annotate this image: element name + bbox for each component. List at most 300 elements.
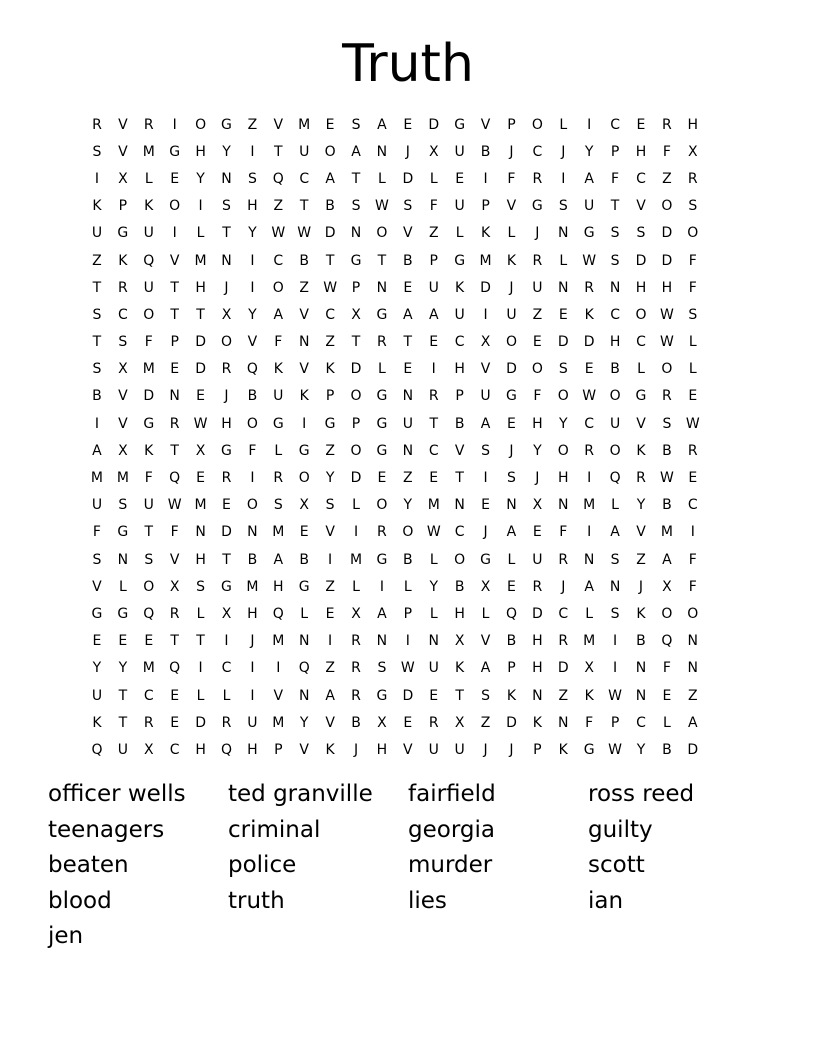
grid-row	[84, 301, 732, 328]
grid-letter: S	[507, 470, 516, 487]
grid-letter: X	[351, 306, 361, 323]
grid-letter: I	[587, 524, 592, 541]
grid-letter: X	[454, 714, 465, 731]
grid-letter: N	[350, 225, 362, 242]
grid-letter: J	[535, 470, 540, 487]
grid-letter: U	[532, 279, 543, 296]
grid-letter: X	[532, 497, 543, 514]
grid-row	[84, 193, 732, 220]
grid-letter: G	[376, 687, 388, 704]
grid-letter: V	[118, 116, 128, 133]
grid-letter: C	[636, 714, 646, 731]
grid-letter: F	[611, 170, 620, 187]
grid-letter: R	[377, 334, 387, 351]
grid-letter: S	[558, 361, 568, 378]
grid-letter: V	[299, 361, 309, 378]
grid-letter: W	[271, 225, 286, 242]
grid-letter: N	[195, 524, 206, 541]
grid-letter: R	[351, 687, 361, 704]
grid-letter: N	[558, 714, 569, 731]
grid-letter: W	[659, 306, 674, 323]
grid-letter: E	[403, 279, 413, 296]
grid-letter: E	[429, 334, 439, 351]
grid-letter: G	[480, 551, 491, 568]
grid-letter: K	[480, 225, 491, 242]
grid-letter: F	[429, 198, 438, 215]
grid-letter: V	[636, 524, 646, 541]
grid-letter: C	[117, 306, 128, 323]
grid-letter: S	[273, 497, 283, 514]
grid-letter: X	[118, 442, 128, 459]
grid-letter: K	[636, 605, 646, 622]
grid-letter: K	[506, 252, 517, 269]
grid-letter: J	[509, 442, 514, 459]
grid-letter: B	[92, 388, 102, 405]
grid-letter: W	[608, 687, 622, 704]
grid-letter: E	[558, 306, 568, 323]
grid-letter: Z	[558, 687, 569, 704]
grid-letter: V	[454, 442, 465, 459]
grid-letter: G	[583, 225, 595, 242]
grid-letter: H	[195, 741, 206, 758]
grid-letter: H	[247, 605, 258, 622]
grid-letter: H	[635, 143, 647, 160]
grid-letter: A	[351, 143, 361, 160]
grid-letter: H	[532, 633, 543, 650]
grid-letter: F	[274, 334, 283, 351]
grid-letter: N	[506, 497, 517, 514]
grid-letter: N	[558, 225, 569, 242]
grid-letter: M	[142, 143, 155, 160]
grid-letter: M	[142, 660, 155, 677]
grid-letter: G	[583, 741, 595, 758]
grid-letter: R	[221, 714, 232, 731]
grid-letter: M	[583, 633, 596, 650]
grid-letter: V	[118, 388, 128, 405]
grid-letter: V	[299, 741, 309, 758]
grid-letter: X	[377, 714, 387, 731]
grid-letter: I	[587, 470, 592, 487]
grid-letter: U	[247, 714, 258, 731]
grid-letter: O	[505, 334, 517, 351]
grid-letter: J	[509, 143, 514, 160]
grid-letter: V	[118, 143, 128, 160]
grid-letter: L	[585, 605, 594, 622]
word-bank-item: teenagers	[48, 816, 165, 843]
grid-letter: T	[118, 714, 128, 731]
grid-letter: D	[195, 714, 206, 731]
grid-letter: T	[351, 170, 361, 187]
grid-letter: Y	[558, 415, 568, 432]
grid-letter: Q	[298, 660, 310, 677]
grid-letter: E	[170, 361, 180, 378]
grid-letter: Z	[299, 279, 309, 296]
grid-letter: T	[92, 279, 102, 296]
grid-letter: C	[584, 415, 595, 432]
grid-letter: E	[662, 687, 672, 704]
word-bank-item: beaten	[48, 852, 129, 878]
grid-letter: C	[610, 306, 620, 323]
grid-letter: H	[558, 470, 569, 487]
page-title: Truth	[342, 34, 474, 94]
grid-letter: K	[299, 388, 309, 405]
grid-letter: B	[403, 252, 413, 269]
grid-letter: C	[454, 334, 465, 351]
grid-letter: T	[274, 143, 283, 160]
grid-letter: M	[272, 633, 285, 650]
grid-letter: H	[195, 279, 206, 296]
grid-letter: N	[635, 660, 647, 677]
grid-letter: O	[609, 442, 621, 459]
grid-letter: T	[351, 334, 361, 351]
grid-letter: G	[635, 388, 647, 405]
grid-letter: E	[532, 524, 542, 541]
grid-letter: I	[198, 660, 203, 677]
grid-letter: O	[687, 605, 699, 622]
grid-letter: O	[376, 497, 388, 514]
grid-letter: R	[169, 605, 180, 622]
grid-letter: R	[662, 116, 672, 133]
grid-letter: V	[273, 116, 284, 133]
grid-letter: E	[222, 497, 231, 514]
grid-letter: J	[483, 524, 488, 541]
grid-letter: K	[455, 279, 465, 296]
grid-letter: O	[661, 361, 673, 378]
grid-letter: J	[405, 143, 410, 160]
grid-letter: A	[403, 306, 413, 323]
grid-letter: N	[376, 143, 388, 160]
grid-letter: Z	[247, 116, 258, 133]
grid-letter: Z	[403, 470, 413, 487]
grid-letter: B	[662, 442, 672, 459]
grid-letter: H	[635, 279, 647, 296]
grid-letter: T	[170, 306, 179, 323]
grid-letter: B	[662, 741, 672, 758]
grid-letter: T	[222, 551, 231, 568]
grid-letter: H	[532, 415, 543, 432]
grid-letter: U	[402, 415, 413, 432]
grid-letter: F	[688, 578, 697, 595]
grid-letter: Y	[533, 442, 542, 459]
word-bank-item: lies	[408, 887, 447, 914]
grid-letter: I	[690, 524, 695, 541]
grid-letter: O	[350, 442, 362, 459]
grid-letter: N	[376, 633, 388, 650]
grid-letter: X	[428, 143, 439, 160]
grid-letter: P	[325, 388, 335, 405]
grid-row	[84, 274, 732, 301]
grid-letter: B	[480, 143, 491, 160]
grid-letter: S	[92, 143, 102, 160]
grid-letter: K	[584, 306, 594, 323]
grid-letter: K	[636, 442, 646, 459]
grid-letter: G	[117, 605, 129, 622]
grid-letter: P	[429, 252, 438, 269]
grid-letter: X	[221, 306, 232, 323]
grid-letter: O	[454, 551, 466, 568]
grid-letter: R	[221, 361, 232, 378]
grid-letter: S	[325, 497, 335, 514]
grid-letter: W	[659, 470, 674, 487]
grid-letter: E	[429, 687, 439, 704]
grid-letter: S	[247, 170, 257, 187]
grid-letter: Z	[428, 225, 439, 242]
grid-letter: S	[481, 442, 490, 459]
grid-letter: Y	[248, 306, 257, 323]
grid-letter: U	[273, 388, 284, 405]
grid-letter: E	[403, 116, 413, 133]
grid-letter: R	[662, 388, 672, 405]
grid-letter: M	[583, 497, 596, 514]
grid-letter: R	[92, 116, 102, 133]
grid-letter: V	[325, 714, 335, 731]
word-bank-item: scott	[588, 852, 645, 878]
grid-letter: Z	[273, 198, 284, 215]
grid-letter: P	[274, 741, 283, 758]
grid-letter: I	[172, 225, 177, 242]
grid-letter: L	[196, 687, 205, 704]
grid-letter: C	[169, 741, 180, 758]
grid-letter: E	[636, 116, 646, 133]
grid-row	[84, 519, 732, 546]
grid-letter: V	[636, 415, 646, 432]
grid-letter: A	[610, 524, 620, 541]
grid-letter: Z	[325, 578, 335, 595]
grid-letter: G	[117, 524, 129, 541]
grid-letter: G	[221, 116, 232, 133]
grid-letter: E	[325, 116, 335, 133]
grid-letter: U	[428, 741, 439, 758]
grid-letter: G	[143, 415, 155, 432]
grid-letter: B	[454, 578, 465, 595]
grid-letter: L	[611, 497, 619, 514]
grid-letter: U	[428, 279, 439, 296]
grid-letter: V	[506, 198, 517, 215]
grid-letter: E	[688, 470, 698, 487]
grid-letter: N	[247, 524, 258, 541]
grid-letter: H	[532, 660, 543, 677]
grid-letter: H	[609, 334, 621, 351]
grid-letter: O	[220, 334, 232, 351]
grid-letter: L	[688, 361, 697, 378]
grid-letter: G	[454, 252, 466, 269]
grid-letter: T	[377, 252, 387, 269]
grid-letter: C	[325, 306, 335, 323]
grid-letter: K	[144, 198, 154, 215]
grid-letter: U	[609, 415, 621, 432]
grid-row	[84, 682, 732, 709]
grid-letter: O	[246, 415, 258, 432]
grid-row	[84, 628, 732, 655]
grid-letter: O	[557, 442, 569, 459]
grid-letter: G	[169, 143, 181, 160]
grid-letter: O	[402, 524, 414, 541]
grid-letter: I	[250, 660, 255, 677]
grid-letter: R	[143, 714, 154, 731]
grid-letter: I	[483, 306, 488, 323]
grid-letter: D	[195, 361, 206, 378]
word-bank-item: fairfield	[408, 781, 496, 807]
grid-letter: I	[379, 578, 384, 595]
grid-letter: O	[298, 470, 310, 487]
grid-letter: S	[351, 198, 361, 215]
grid-letter: F	[533, 388, 542, 405]
grid-letter: D	[583, 334, 595, 351]
grid-letter: O	[687, 225, 699, 242]
grid-letter: N	[402, 442, 414, 459]
grid-letter: G	[221, 578, 232, 595]
grid-letter: W	[582, 252, 597, 269]
grid-row	[84, 600, 732, 627]
grid-letter: V	[299, 306, 309, 323]
grid-letter: V	[636, 198, 646, 215]
grid-letter: L	[455, 225, 464, 242]
grid-letter: K	[92, 714, 102, 731]
grid-letter: G	[91, 605, 103, 622]
grid-letter: B	[299, 551, 309, 568]
grid-letter: E	[584, 361, 594, 378]
grid-letter: V	[169, 252, 180, 269]
grid-letter: L	[352, 497, 360, 514]
grid-letter: N	[558, 279, 569, 296]
word-bank-item: jen	[48, 923, 84, 949]
grid-letter: F	[662, 660, 671, 677]
grid-letter: U	[454, 198, 465, 215]
grid-letter: T	[196, 306, 205, 323]
grid-letter: E	[688, 388, 698, 405]
grid-letter: D	[635, 252, 647, 269]
grid-letter: C	[143, 687, 154, 704]
grid-row	[84, 655, 732, 682]
grid-letter: U	[532, 551, 543, 568]
grid-row	[84, 356, 732, 383]
grid-letter: I	[405, 633, 410, 650]
word-bank-item: criminal	[228, 816, 321, 843]
grid-letter: Y	[248, 225, 257, 242]
grid-letter: I	[483, 470, 488, 487]
grid-letter: K	[532, 714, 542, 731]
grid-letter: Z	[325, 442, 335, 459]
grid-letter: Z	[92, 252, 102, 269]
grid-letter: V	[403, 225, 413, 242]
grid-letter: W	[193, 415, 208, 432]
grid-letter: K	[118, 252, 128, 269]
grid-letter: C	[610, 116, 620, 133]
grid-letter: X	[351, 605, 361, 622]
grid-letter: D	[661, 225, 673, 242]
grid-letter: L	[274, 442, 283, 459]
grid-letter: Q	[609, 470, 621, 487]
grid-letter: E	[507, 578, 516, 595]
grid-letter: P	[610, 714, 620, 731]
word-bank-item: guilty	[588, 816, 653, 843]
word-bank-item: ian	[588, 887, 624, 914]
grid-letter: P	[507, 660, 516, 677]
grid-letter: L	[196, 605, 205, 622]
grid-letter: M	[427, 497, 440, 514]
grid-letter: Y	[636, 741, 646, 758]
grid-letter: Z	[325, 334, 335, 351]
grid-letter: S	[558, 198, 568, 215]
grid-letter: K	[325, 741, 335, 758]
grid-letter: I	[250, 279, 255, 296]
grid-letter: X	[143, 741, 154, 758]
grid-letter: C	[687, 497, 698, 514]
grid-letter: U	[143, 279, 154, 296]
grid-letter: Q	[246, 361, 258, 378]
grid-letter: V	[247, 334, 258, 351]
grid-letter: S	[481, 687, 490, 704]
grid-letter: G	[376, 551, 388, 568]
word-bank-item: ross reed	[588, 781, 695, 807]
grid-letter: B	[506, 633, 517, 650]
grid-letter: Q	[91, 741, 103, 758]
grid-letter: J	[638, 578, 644, 595]
grid-letter: X	[195, 442, 206, 459]
grid-letter: M	[479, 252, 492, 269]
grid-letter: S	[222, 198, 231, 215]
grid-letter: C	[454, 524, 465, 541]
grid-letter: I	[613, 660, 618, 677]
grid-letter: Y	[92, 660, 102, 677]
grid-letter: L	[378, 361, 386, 378]
grid-letter: T	[222, 225, 231, 242]
grid-letter: E	[481, 497, 490, 514]
grid-letter: E	[403, 714, 413, 731]
grid-letter: F	[662, 143, 671, 160]
grid-letter: O	[195, 116, 207, 133]
grid-letter: I	[328, 551, 333, 568]
grid-letter: L	[507, 551, 516, 568]
grid-letter: B	[325, 198, 335, 215]
grid-letter: O	[324, 143, 336, 160]
grid-letter: O	[661, 198, 673, 215]
grid-letter: J	[353, 741, 359, 758]
grid-letter: A	[273, 306, 284, 323]
grid-letter: K	[325, 361, 335, 378]
grid-letter: N	[687, 633, 699, 650]
grid-letter: S	[610, 225, 620, 242]
grid-letter: D	[661, 252, 673, 269]
grid-letter: E	[92, 633, 102, 650]
grid-row	[84, 410, 732, 437]
grid-letter: U	[117, 741, 128, 758]
grid-row	[84, 111, 732, 138]
grid-letter: G	[221, 442, 232, 459]
grid-letter: O	[609, 388, 621, 405]
grid-letter: V	[480, 116, 491, 133]
grid-letter: P	[351, 415, 361, 432]
grid-letter: U	[143, 225, 154, 242]
grid-letter: A	[584, 578, 594, 595]
grid-letter: A	[325, 170, 335, 187]
grid-letter: L	[300, 605, 309, 622]
grid-letter: F	[507, 170, 516, 187]
grid-letter: S	[92, 361, 102, 378]
grid-letter: H	[247, 741, 258, 758]
grid-letter: F	[248, 442, 257, 459]
grid-letter: A	[428, 306, 439, 323]
grid-letter: V	[169, 551, 180, 568]
grid-letter: Y	[222, 143, 231, 160]
grid-letter: Q	[220, 741, 232, 758]
word-bank-item: police	[228, 852, 297, 878]
grid-letter: Y	[403, 497, 413, 514]
grid-letter: S	[144, 551, 154, 568]
grid-letter: M	[349, 551, 363, 568]
grid-letter: F	[92, 524, 101, 541]
grid-letter: R	[584, 279, 595, 296]
